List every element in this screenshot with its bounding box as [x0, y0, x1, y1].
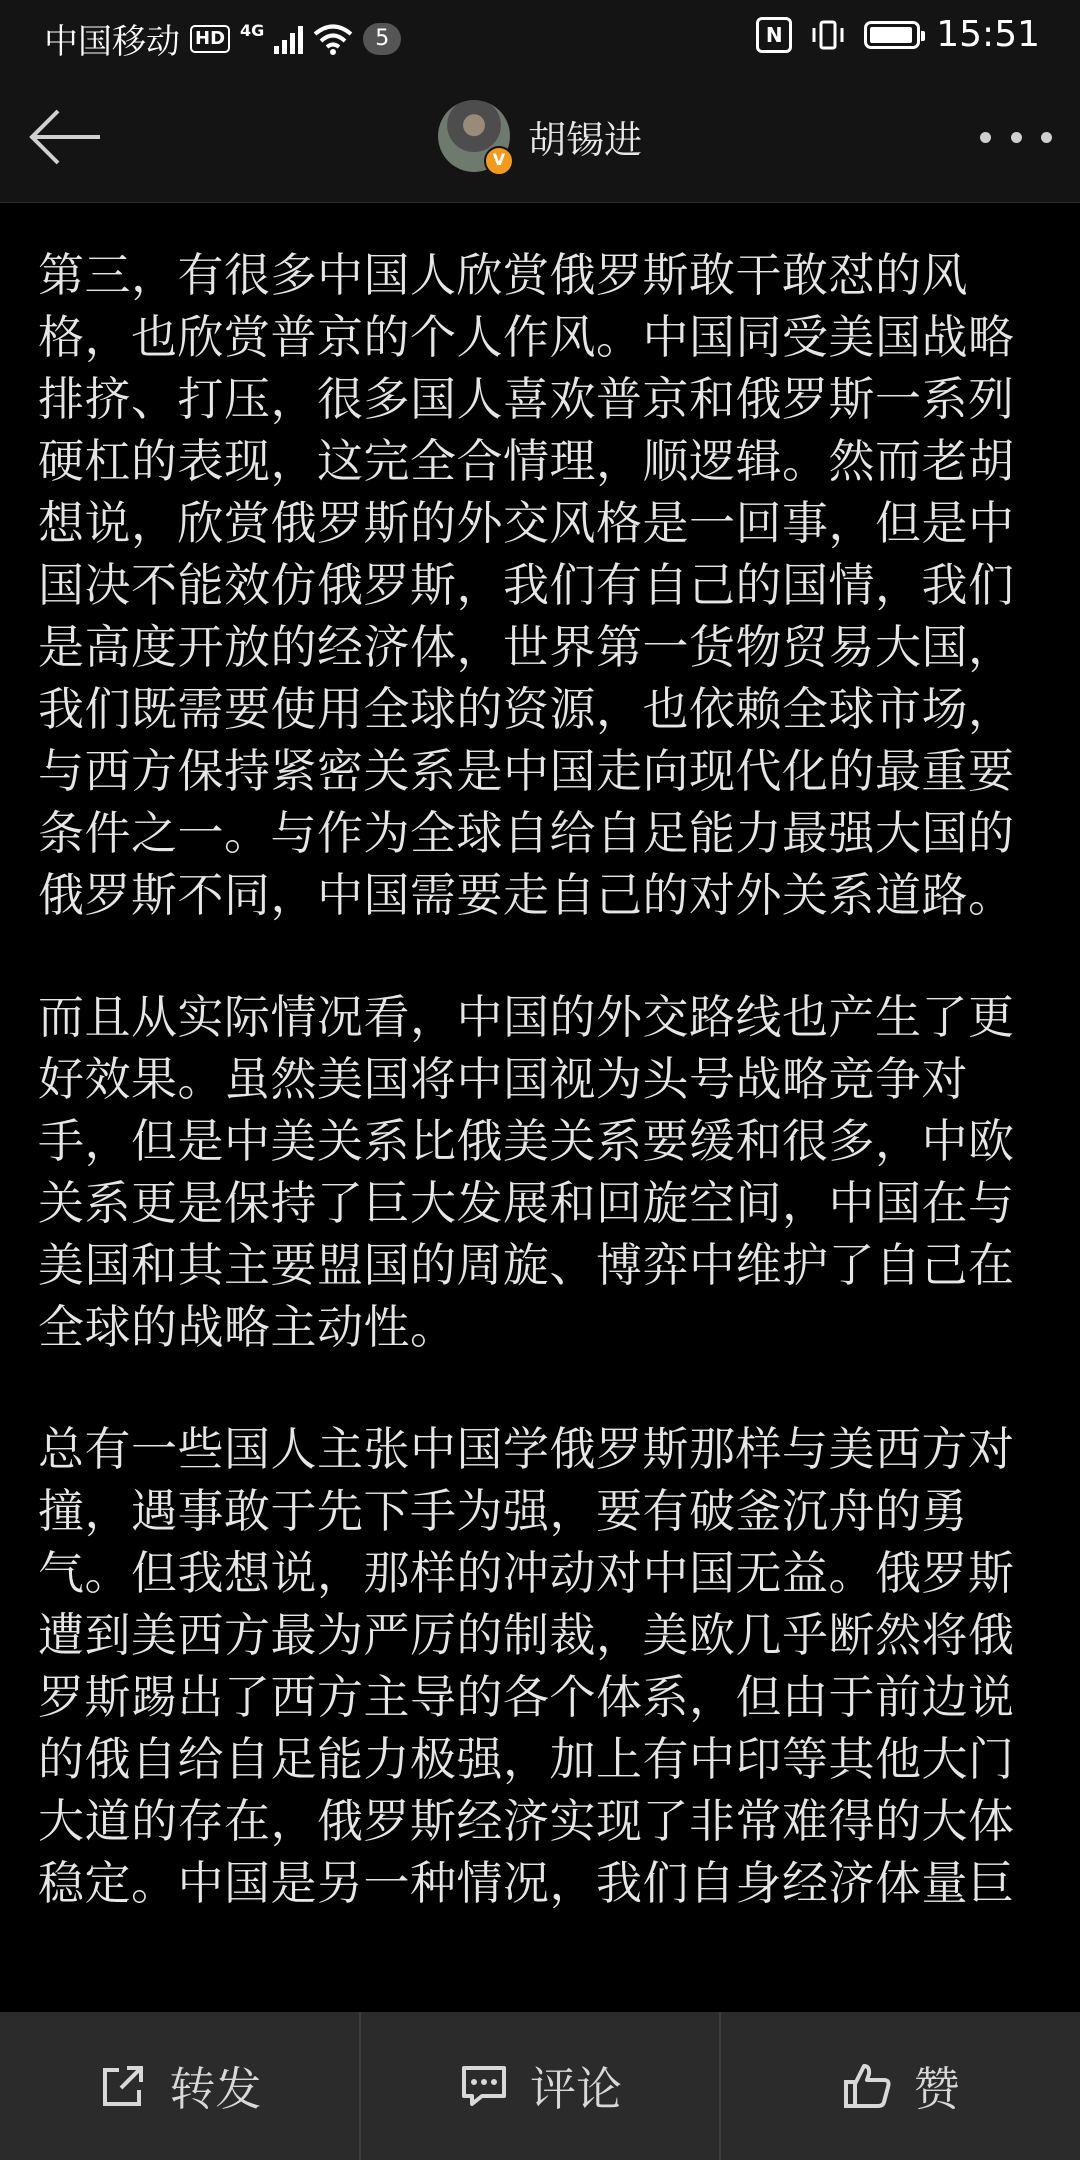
repost-label: 转发: [169, 2062, 262, 2116]
author-name[interactable]: 胡锡进: [528, 117, 643, 162]
comment-label: 评论: [530, 2062, 622, 2116]
notification-count-badge: 5: [363, 23, 401, 55]
post-paragraph: 而且从实际情况看，中国的外交路线也产生了更好效果。虽然美国将中国视为头号战略竞争对手，但是中美关系比俄美关系要缓和很多，中欧关系更是保持了巨大发展和回旋空间，中国在与美国和其主要盟国的周旋、博弈中维护了自己在全球的战略主动性。: [38, 990, 1015, 1354]
back-arrow-icon[interactable]: [24, 97, 104, 177]
like-button[interactable]: [719, 2012, 1080, 2160]
battery-level-fill: [870, 27, 912, 43]
more-dot: [980, 132, 991, 143]
signal-icon: [274, 24, 303, 54]
clock: 15:51: [936, 14, 1040, 55]
comment-button[interactable]: [359, 2012, 720, 2160]
nfc-icon: N: [756, 17, 792, 53]
post-content: [38, 244, 1048, 2014]
avatar[interactable]: [438, 100, 510, 172]
more-icon[interactable]: [980, 117, 1052, 157]
author-info[interactable]: [438, 100, 642, 172]
more-dot: [1041, 132, 1052, 143]
repost-button[interactable]: [0, 2012, 359, 2160]
more-dot: [1011, 132, 1022, 143]
comment-icon: [458, 2060, 510, 2112]
post-paragraph: 总有一些国人主张中国学俄罗斯那样与美西方对撞，遇事敢于先下手为强，要有破釜沉舟的勇气。但我想说，那样的冲动对中国无益。俄罗斯遭到美西方最为严厉的制裁，美欧几乎断然将俄罗斯踢出了西方主导的各个体系，但由于前边说的俄自给自足能力极强，加上有中印等其他大门大道的存在，俄罗斯经济实现了非常难得的大体稳定。中国是另一种情况，我们自身经济体量巨: [38, 1422, 1015, 1910]
hd-icon: HD: [190, 25, 230, 53]
network-type-label: 4G: [240, 21, 265, 40]
vibrate-icon: [808, 19, 848, 51]
status-right: [756, 14, 1040, 55]
battery-icon: [864, 21, 920, 49]
action-bar: [0, 2012, 1080, 2160]
carrier-label: 中国移动: [44, 22, 180, 62]
verified-badge: V: [484, 146, 514, 176]
like-label: 赞: [913, 2062, 960, 2116]
post-paragraph: 第三，有很多中国人欣赏俄罗斯敢干敢怼的风格，也欣赏普京的个人作风。中国同受美国战略排挤、打压，很多国人喜欢普京和俄罗斯一系列硬杠的表现，这完全合情理，顺逻辑。然而老胡想说，欣赏俄罗斯的外交风格是一回事，但是中国决不能效仿俄罗斯，我们有自己的国情，我们是高度开放的经济体，世界第一货物贸易大国，我们既需要使用全球的资源，也依赖全球市场，与西方保持紧密关系是中国走向现代化的最重要条件之一。与作为全球自给自足能力最强大国的俄罗斯不同，中国需要走自己的对外关系道路。: [38, 248, 1015, 922]
status-left: [44, 14, 401, 63]
wifi-icon: [313, 23, 353, 55]
thumbs-up-icon: [842, 2060, 894, 2112]
status-bar: [0, 0, 1080, 72]
repost-icon: [97, 2060, 149, 2112]
post-header: [0, 72, 1080, 203]
